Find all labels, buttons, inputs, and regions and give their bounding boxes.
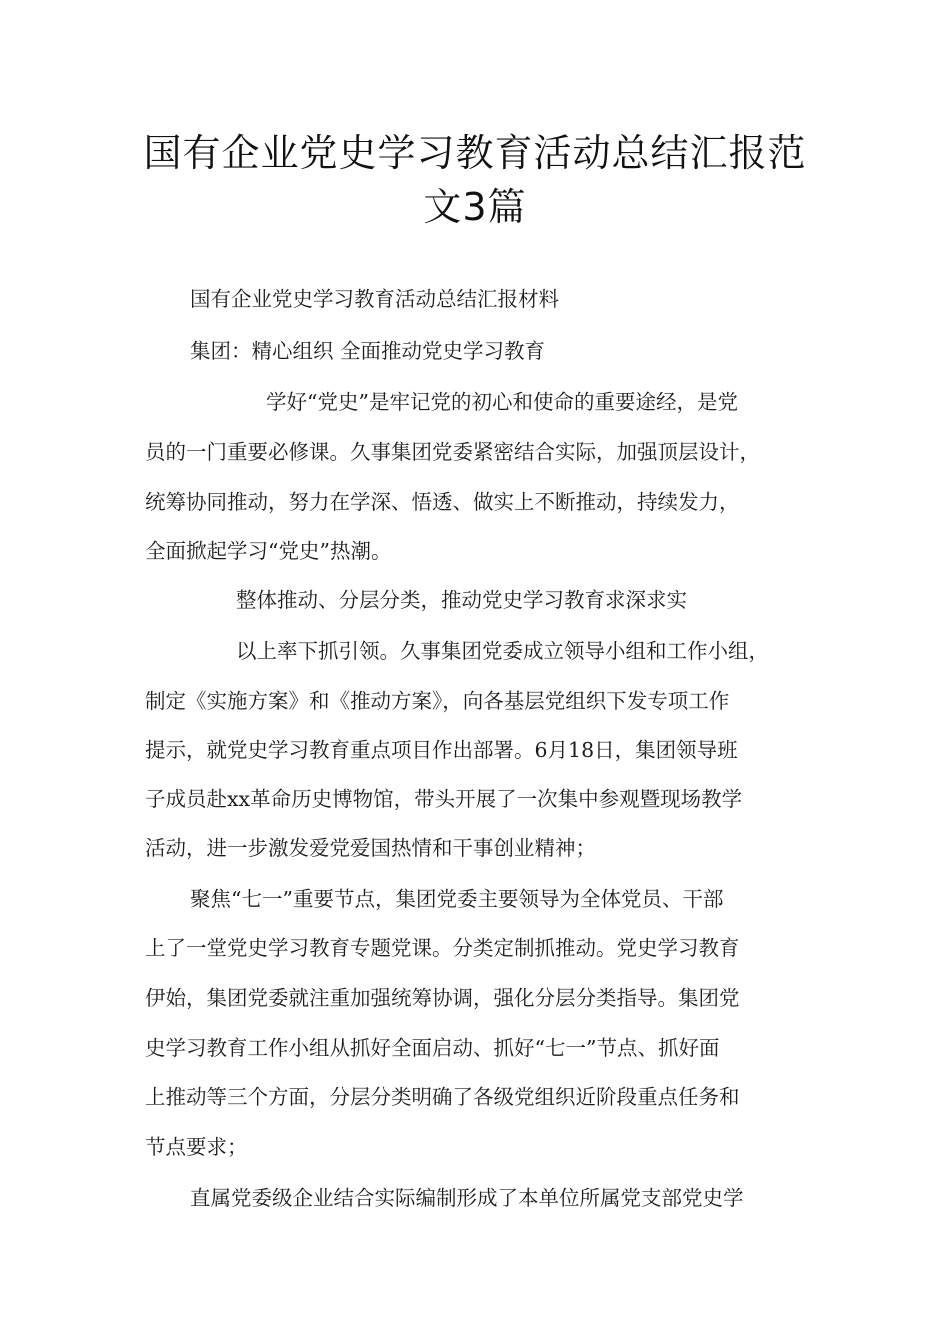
body-line: 学好“党史”是牢记党的初心和使命的重要途经，是党 bbox=[266, 390, 738, 414]
body-line: 制定《实施方案》和《推动方案》，向各基层党组织下发专项工作 bbox=[145, 689, 730, 713]
body-line: 提示，就党史学习教育重点项目作出部署。6月18日，集团领导班 bbox=[145, 738, 738, 762]
section-heading: 集团：精心组织 全面推动党史学习教育 bbox=[190, 339, 546, 363]
body-line: 伊始，集团党委就注重加强统筹协调，强化分层分类指导。集团党 bbox=[145, 986, 740, 1010]
body-line: 统筹协同推动，努力在学深、悟透、做实上不断推动，持续发力， bbox=[145, 490, 740, 514]
body-line: 子成员赴xx革命历史博物馆，带头开展了一次集中参观暨现场教学 bbox=[145, 787, 743, 811]
body-line: 聚焦“七一”重要节点，集团党委主要领导为全体党员、干部 bbox=[190, 887, 724, 911]
body-line: 上推动等三个方面，分层分类明确了各级党组织近阶段重点任务和 bbox=[145, 1085, 740, 1109]
subsection-heading: 整体推动、分层分类，推动党史学习教育求深求实 bbox=[236, 588, 687, 612]
body-line: 直属党委级企业结合实际编制形成了本单位所属党支部党史学 bbox=[190, 1186, 744, 1210]
document-title-line-2: 文3篇 bbox=[423, 185, 527, 229]
body-line: 上了一堂党史学习教育专题党课。分类定制抓推动。党史学习教育 bbox=[145, 936, 740, 960]
body-line: 史学习教育工作小组从抓好全面启动、抓好“七一”节点、抓好面 bbox=[145, 1036, 720, 1060]
body-line: 全面掀起学习“党史”热潮。 bbox=[145, 539, 392, 563]
subtitle-line: 国有企业党史学习教育活动总结汇报材料 bbox=[190, 287, 559, 311]
body-line: 活动，进一步激发爱党爱国热情和干事创业精神； bbox=[145, 836, 596, 860]
body-line: 员的一门重要必修课。久事集团党委紧密结合实际，加强顶层设计， bbox=[145, 440, 760, 464]
document-title-line-1: 国有企业党史学习教育活动总结汇报范 bbox=[143, 131, 807, 175]
body-line: 节点要求； bbox=[145, 1135, 248, 1159]
body-line: 以上率下抓引领。久事集团党委成立领导小组和工作小组， bbox=[236, 639, 769, 663]
